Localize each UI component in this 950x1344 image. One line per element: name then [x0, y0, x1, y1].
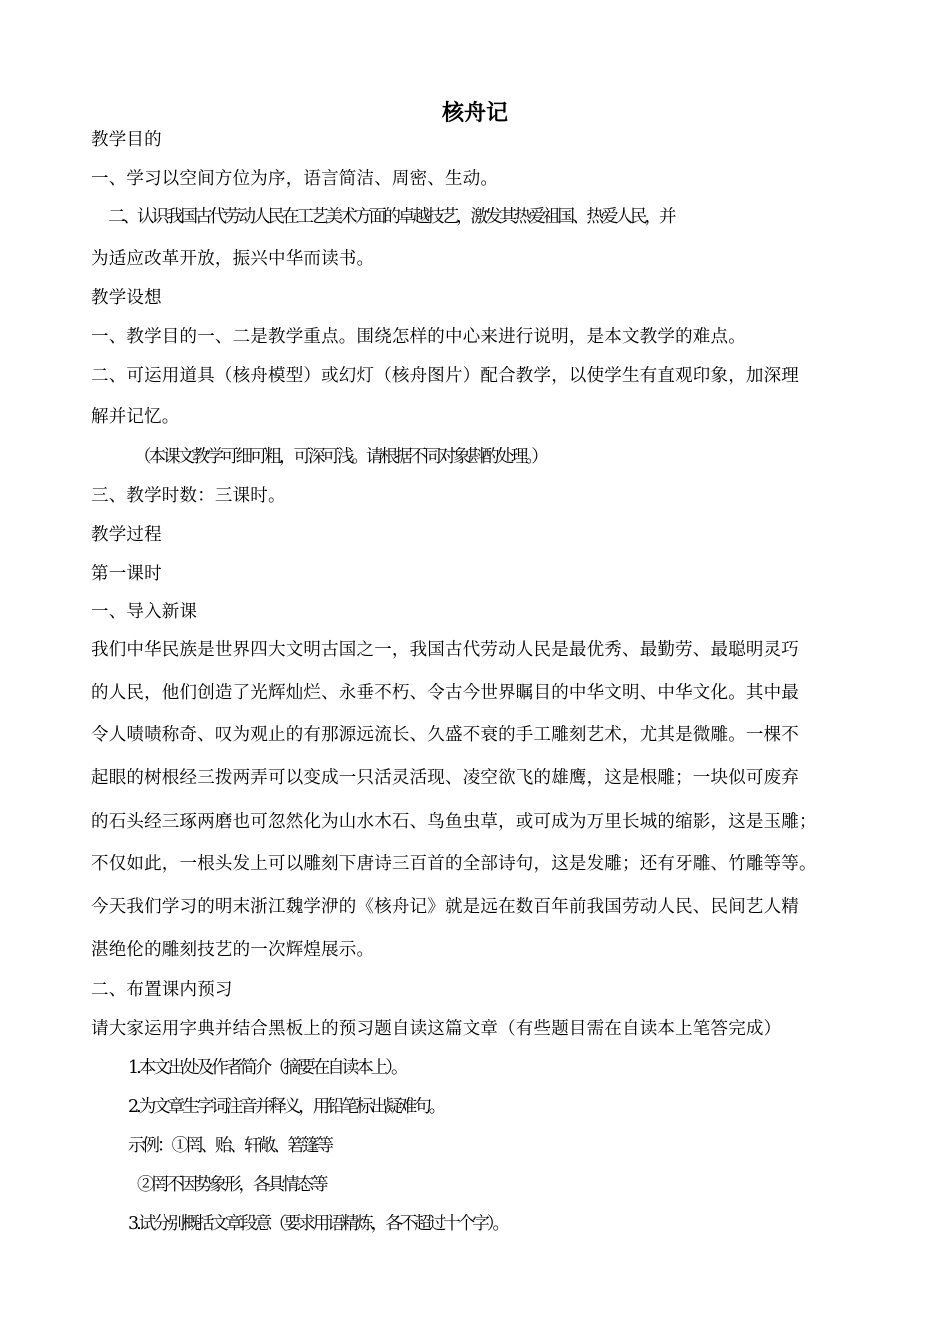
- paragraph-line: 一、学习以空间方位为序，语言简洁、周密、生动。: [91, 169, 499, 189]
- paragraph-line: 我们中华民族是世界四大文明古国之一，我国古代劳动人民是最优秀、最勤劳、最聪明灵巧: [91, 640, 799, 660]
- paragraph-line: 二、可运用道具（核舟模型）或幻灯（核舟图片）配合教学，以使学生有直观印象，加深理: [91, 366, 799, 386]
- heading-teaching-process: 教学过程: [91, 525, 162, 545]
- heading-teaching-plan: 教学设想: [91, 288, 162, 308]
- paragraph-line: 解并记忆。: [91, 407, 180, 427]
- paragraph-line: 为适应改革开放，振兴中华而读书。: [91, 249, 375, 269]
- paragraph-line: 起眼的树根经三拨两弄可以变成一只活灵活现、凌空欲飞的雄鹰，这是根雕；一块似可废弃: [91, 768, 799, 788]
- list-item: 2.为文章生字词注音并释义，用铅笔标出疑难句。: [128, 1097, 444, 1117]
- paragraph-line: 的人民，他们创造了光辉灿烂、永垂不朽、令古今世界瞩目的中华文明、中华文化。其中最: [91, 683, 799, 703]
- heading-first-lesson: 第一课时: [91, 564, 162, 584]
- heading-preview: 二、布置课内预习: [91, 980, 233, 1000]
- paragraph-line: 二、认识我国古代劳动人民在工艺美术方面的卓越技艺，激发其热爱祖国、热爱人民，并: [108, 207, 674, 227]
- document-title: 核舟记: [441, 100, 508, 126]
- list-item: 示例：①罔、贻、轩敞、箬篷等: [128, 1136, 331, 1156]
- paragraph-line: 三、教学时数：三课时。: [91, 486, 286, 506]
- paragraph-line: 湛绝伦的雕刻技艺的一次辉煌展示。: [91, 940, 375, 960]
- list-item: ②罔不因势象形，各具情态等: [137, 1175, 326, 1195]
- heading-teaching-goals: 教学目的: [91, 130, 162, 150]
- paragraph-line: 不仅如此，一根头发上可以雕刻下唐诗三百首的全部诗句，这是发雕；还有牙雕、竹雕等等。: [91, 854, 817, 874]
- heading-introduction: 一、导入新课: [91, 602, 198, 622]
- paragraph-line: 请大家运用字典并结合黑板上的预习题自读这篇文章（有些题目需在自读本上笔答完成）: [91, 1019, 782, 1039]
- paragraph-line: 今天我们学习的明末浙江魏学洢的《核舟记》就是远在数百年前我国劳动人民、民间艺人精: [91, 897, 799, 917]
- list-item: 1.本文出处及作者简介（摘要在自读本上）。: [128, 1058, 406, 1078]
- paragraph-line: 令人啧啧称奇、叹为观止的有那源远流长、久盛不衰的手工雕刻艺术，尤其是微雕。一棵不: [91, 725, 799, 745]
- list-item: 3.试分别概括文章段意（要求用语精炼，各不超过十个字）。: [128, 1214, 507, 1234]
- paragraph-note: （本课文教学可细可粗，可深可浅。请根据不同对象斟酌处理。）: [134, 447, 546, 467]
- paragraph-line: 的石头经三琢两磨也可忽然化为山水木石、鸟鱼虫草，或可成为万里长城的缩影，这是玉雕；: [91, 812, 817, 832]
- paragraph-line: 一、教学目的一、二是教学重点。围绕怎样的中心来进行说明，是本文教学的难点。: [91, 327, 746, 347]
